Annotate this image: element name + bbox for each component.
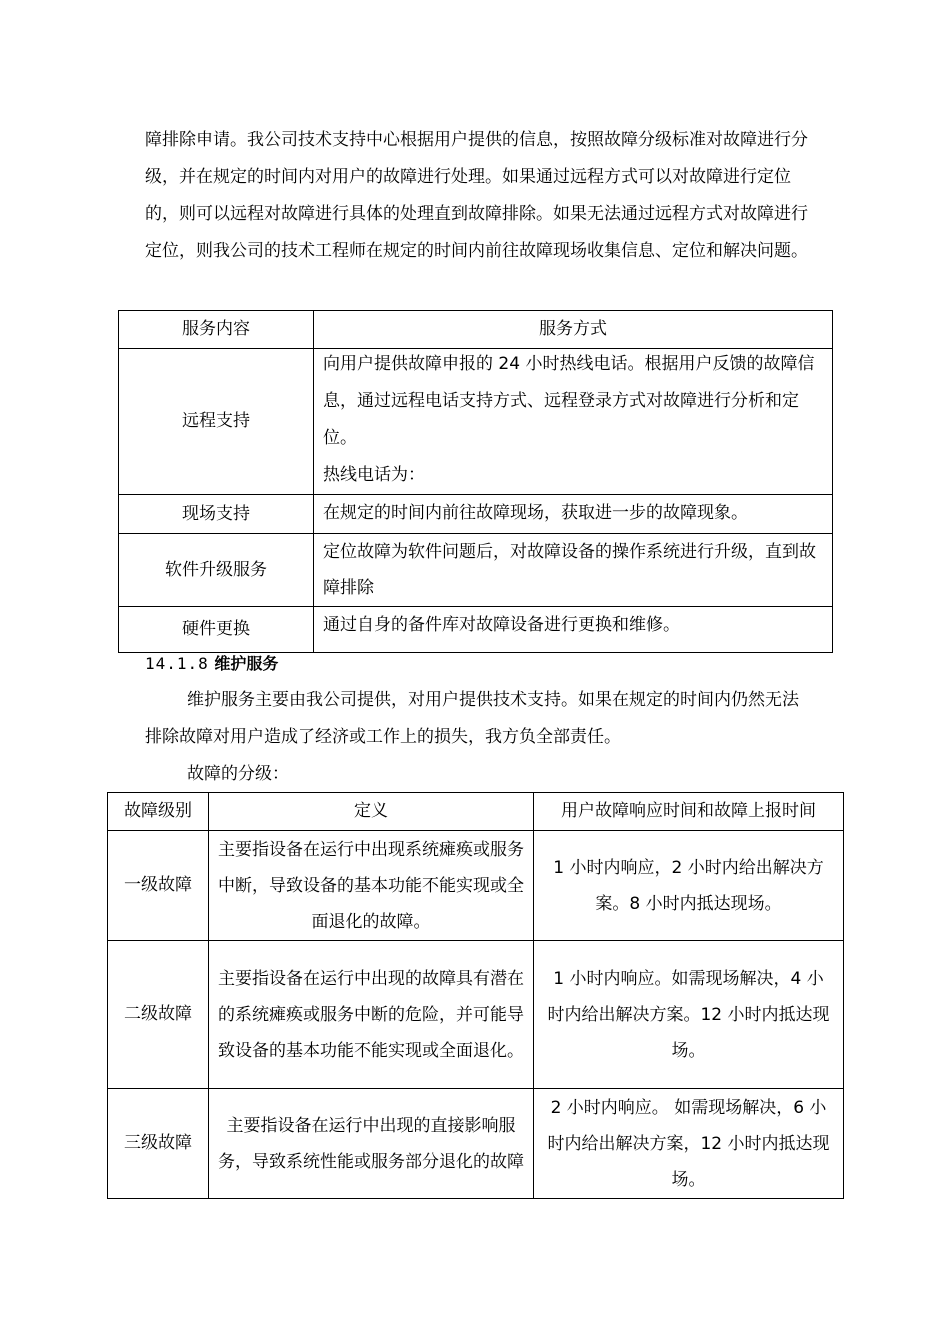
fault-definition: 主要指设备在运行中出现的直接影响服务，导致系统性能或服务部分退化的故障 <box>209 1089 534 1199</box>
service-method: 通过自身的备件库对故障设备进行更换和维修。 <box>314 607 833 653</box>
header-service-item: 服务内容 <box>119 311 314 349</box>
service-table <box>118 310 833 653</box>
service-item: 硬件更换 <box>119 607 314 653</box>
intro-paragraph: 障排除申请。我公司技术支持中心根据用户提供的信息，按照故障分级标准对故障进行分级，并在规定的时间内对用户的故障进行处理。如果通过远程方式可以对故障进行定位的，则可以远程对故障进行具体的处理直到故障排除。如果无法通过远程方式对故障进行定位，则我公司的技术工程师在规定的时间内前往故障现场收集信息、定位和解决问题。 <box>145 130 808 261</box>
grading-label: 故障的分级： <box>187 764 289 784</box>
fault-response: 1 小时内响应。如需现场解决，4 小时内给出解决方案。12 小时内抵达现场。 <box>534 941 844 1089</box>
service-item: 远程支持 <box>119 349 314 495</box>
header-response-time: 用户故障响应时间和故障上报时间 <box>534 793 844 831</box>
fault-response: 2 小时内响应。 如需现场解决，6 小时内给出解决方案，12 小时内抵达现场。 <box>534 1089 844 1199</box>
table-row <box>108 941 844 1089</box>
fault-response: 1 小时内响应，2 小时内给出解决方案。8 小时内抵达现场。 <box>534 831 844 941</box>
table-row <box>119 607 833 653</box>
service-method: 定位故障为软件问题后，对故障设备的操作系统进行升级，直到故障排除 <box>314 534 833 607</box>
table-row <box>108 1089 844 1199</box>
service-item: 软件升级服务 <box>119 534 314 607</box>
service-method: 在规定的时间内前往故障现场，获取进一步的故障现象。 <box>314 495 833 534</box>
header-service-method: 服务方式 <box>314 311 833 349</box>
header-fault-level: 故障级别 <box>108 793 209 831</box>
section-title: 维护服务 <box>214 654 279 673</box>
section-heading <box>145 650 278 678</box>
fault-level: 三级故障 <box>108 1089 209 1199</box>
service-method-line: 向用户提供故障申报的 24 小时热线电话。根据用户反馈的故障信息，通过远程电话支持方式、远程登录方式对故障进行分析和定位。 <box>323 354 815 448</box>
fault-definition: 主要指设备在运行中出现系统瘫痪或服务中断，导致设备的基本功能不能实现或全面退化的故障。 <box>209 831 534 941</box>
table-row <box>119 495 833 534</box>
maintenance-paragraph: 维护服务主要由我公司提供，对用户提供技术支持。如果在规定的时间内仍然无法排除故障对用户造成了经济或工作上的损失，我方负全部责任。 <box>145 690 799 747</box>
table-row <box>119 534 833 607</box>
fault-level: 一级故障 <box>108 831 209 941</box>
service-method-line: 热线电话为： <box>323 465 425 485</box>
service-table-header <box>119 311 833 349</box>
fault-definition: 主要指设备在运行中出现的故障具有潜在的系统瘫痪或服务中断的危险，并可能导致设备的基本功能不能实现或全面退化。 <box>209 941 534 1089</box>
fault-table-header <box>108 793 844 831</box>
table-row <box>119 349 833 495</box>
fault-level: 二级故障 <box>108 941 209 1089</box>
service-method <box>314 349 833 495</box>
section-number: 14.1.8 <box>145 654 209 673</box>
fault-grade-table <box>107 792 844 1199</box>
header-definition: 定义 <box>209 793 534 831</box>
service-item: 现场支持 <box>119 495 314 534</box>
table-row <box>108 831 844 941</box>
